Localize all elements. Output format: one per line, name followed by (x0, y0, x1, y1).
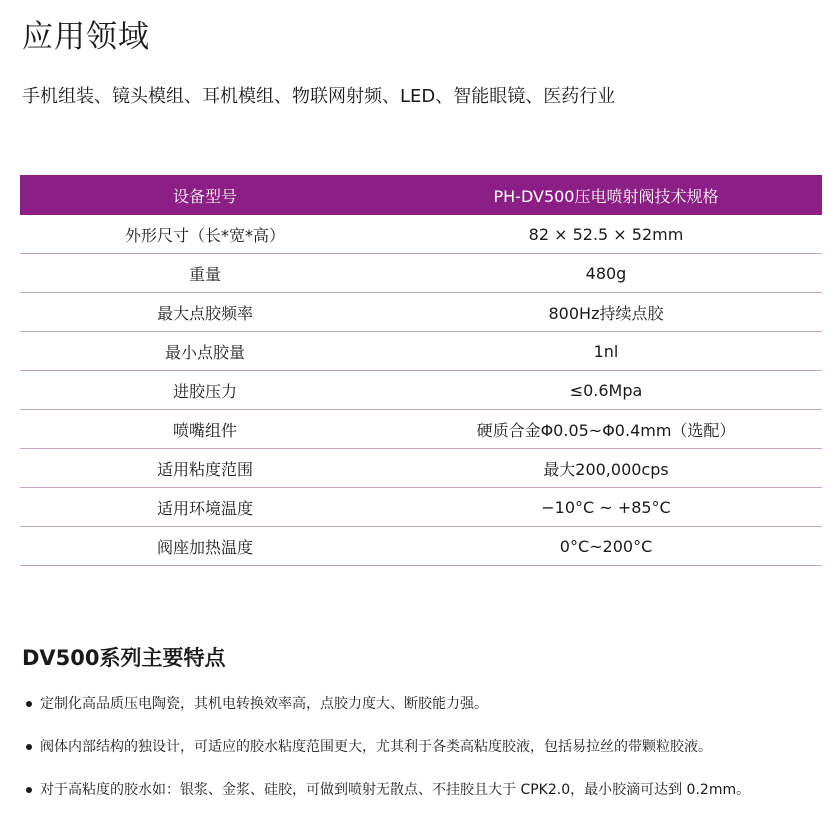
spec-value: 最大200,000cps (543, 459, 669, 479)
spec-row (20, 371, 822, 410)
header-spec-title: PH-DV500压电喷射阀技术规格 (493, 186, 719, 206)
spec-label: 最大点胶频率 (156, 303, 253, 323)
spec-row (20, 332, 822, 371)
spec-value: 1nl (593, 341, 619, 361)
spec-label: 喷嘴组件 (172, 420, 237, 440)
spec-value: 800Hz持续点胶 (548, 303, 664, 323)
spec-label: 适用环境温度 (156, 498, 253, 518)
spec-value: 82 × 52.5 × 52mm (528, 224, 684, 244)
header-device-model: 设备型号 (172, 186, 237, 206)
spec-row (20, 527, 822, 566)
application-title: 应用领域 (22, 19, 150, 55)
spec-row (20, 254, 822, 293)
spec-value: 硬质合金Φ0.05~Φ0.4mm（选配） (476, 420, 736, 440)
features-title: DV500系列主要特点 (22, 646, 226, 670)
list-item (22, 690, 837, 733)
spec-label: 外形尺寸（长*宽*高） (124, 225, 285, 245)
spec-value: ≤0.6Mpa (569, 380, 643, 400)
list-item (22, 733, 837, 776)
spec-label: 进胶压力 (172, 381, 237, 401)
spec-row (20, 449, 822, 488)
spec-value: 480g (585, 263, 627, 283)
spec-value: −10°C ~ +85°C (541, 497, 671, 517)
spec-label: 阀座加热温度 (156, 537, 253, 557)
feature-list (22, 690, 837, 819)
spec-row (20, 293, 822, 332)
spec-table-header (20, 175, 822, 215)
spec-value: 0°C~200°C (559, 536, 653, 556)
spec-row (20, 215, 822, 254)
application-description: 手机组装、镜头模组、耳机模组、物联网射频、LED、智能眼镜、医药行业 (22, 86, 616, 107)
list-item (22, 776, 837, 819)
spec-row (20, 410, 822, 449)
bullet-icon (26, 787, 32, 793)
spec-label: 最小点胶量 (164, 342, 245, 362)
feature-text: 定制化高品质压电陶瓷，其机电转换效率高，点胶力度大、断胶能力强。 (40, 696, 488, 712)
bullet-icon (26, 744, 32, 750)
bullet-icon (26, 701, 32, 707)
spec-table (20, 175, 822, 566)
spec-label: 重量 (188, 264, 221, 284)
feature-text: 对于高粘度的胶水如：银浆、金浆、硅胶，可做到喷射无散点、不挂胶且大于 CPK2.0，最小胶滴可达到 0.2mm。 (40, 782, 751, 798)
spec-row (20, 488, 822, 527)
feature-text: 阀体内部结构的独设计，可适应的胶水粘度范围更大，尤其利于各类高粘度胶液，包括易拉丝的带颗粒胶液。 (40, 739, 712, 755)
spec-label: 适用粘度范围 (156, 459, 253, 479)
